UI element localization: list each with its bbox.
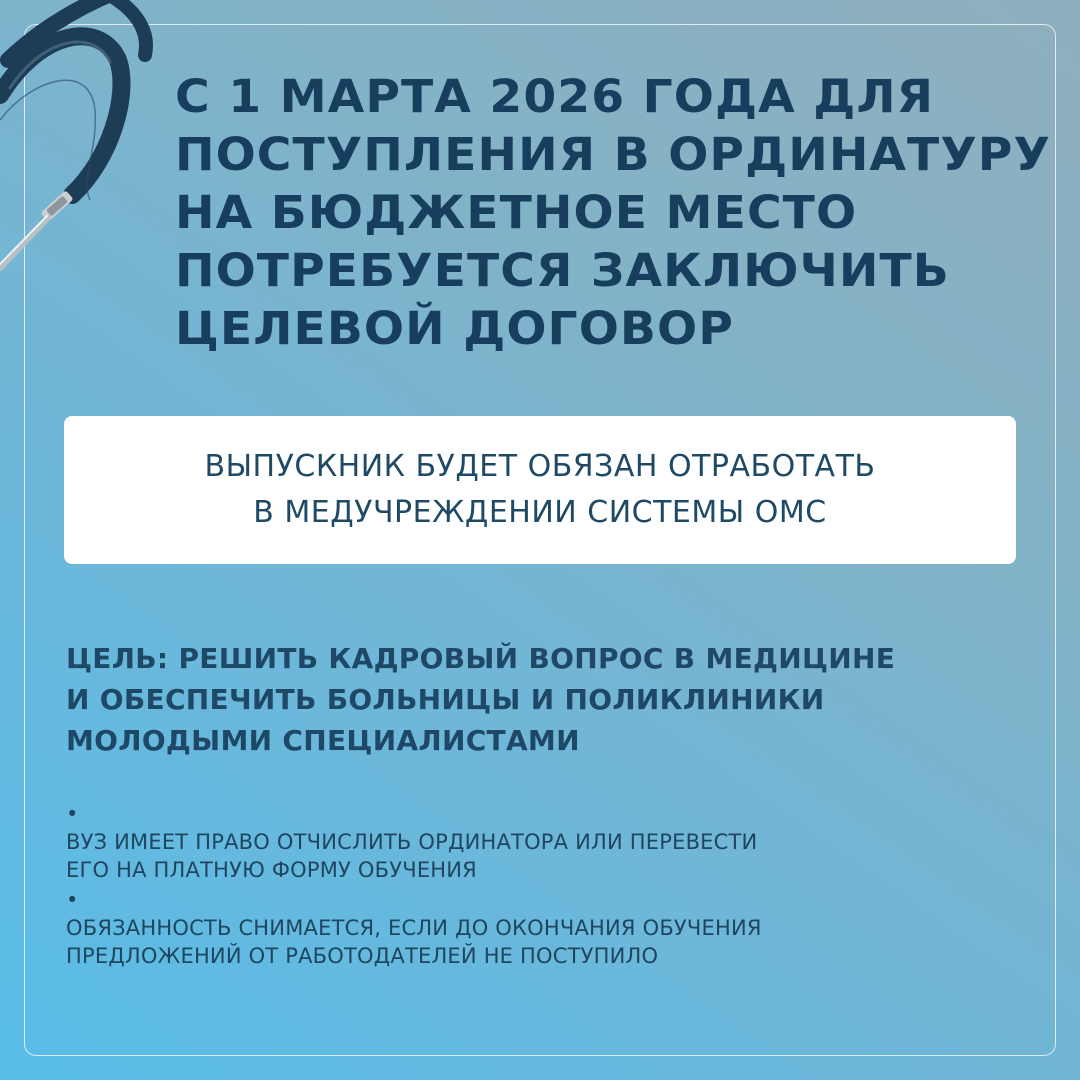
- goal-line: ЦЕЛЬ: РЕШИТЬ КАДРОВЫЙ ВОПРОС В МЕДИЦИНЕ: [66, 642, 896, 675]
- highlight-box: [64, 416, 1016, 564]
- bullet-text: ОБЯЗАННОСТЬ СНИМАЕТСЯ, ЕСЛИ ДО ОКОНЧАНИЯ ОБУЧЕНИЯ: [66, 916, 762, 940]
- stethoscope-icon: [0, 0, 200, 290]
- headline-line: С 1 МАРТА 2026 ГОДА ДЛЯ: [175, 70, 935, 123]
- bullet-dot-icon: •: [66, 802, 79, 826]
- bullet-item: [66, 800, 757, 884]
- headline-line: ПОСТУПЛЕНИЯ В ОРДИНАТУРУ: [175, 128, 1051, 181]
- highlight-line: ВЫПУСКНИК БУДЕТ ОБЯЗАН ОТРАБОТАТЬ: [204, 449, 876, 484]
- headline-line: НА БЮДЖЕТНОЕ МЕСТО: [175, 186, 858, 239]
- highlight-line: В МЕДУЧРЕЖДЕНИИ СИСТЕМЫ ОМС: [253, 495, 827, 530]
- bullet-line: [66, 800, 757, 856]
- bullet-dot-icon: •: [66, 888, 79, 912]
- bullet-item: [66, 886, 762, 970]
- goal-line: МОЛОДЫМИ СПЕЦИАЛИСТАМИ: [66, 724, 580, 757]
- bullet-line: ПРЕДЛОЖЕНИЙ ОТ РАБОТОДАТЕЛЕЙ НЕ ПОСТУПИЛО: [66, 944, 659, 968]
- headline: [175, 68, 1080, 358]
- headline-line: ЦЕЛЕВОЙ ДОГОВОР: [175, 302, 734, 355]
- bullet-line: [66, 886, 762, 942]
- bullet-text: ВУЗ ИМЕЕТ ПРАВО ОТЧИСЛИТЬ ОРДИНАТОРА ИЛИ ПЕРЕВЕСТИ: [66, 830, 758, 854]
- goal-line: И ОБЕСПЕЧИТЬ БОЛЬНИЦЫ И ПОЛИКЛИНИКИ: [66, 683, 825, 716]
- bullet-line: ЕГО НА ПЛАТНУЮ ФОРМУ ОБУЧЕНИЯ: [66, 858, 477, 882]
- headline-line: ПОТРЕБУЕТСЯ ЗАКЛЮЧИТЬ: [175, 244, 950, 297]
- goal-text: [66, 638, 895, 761]
